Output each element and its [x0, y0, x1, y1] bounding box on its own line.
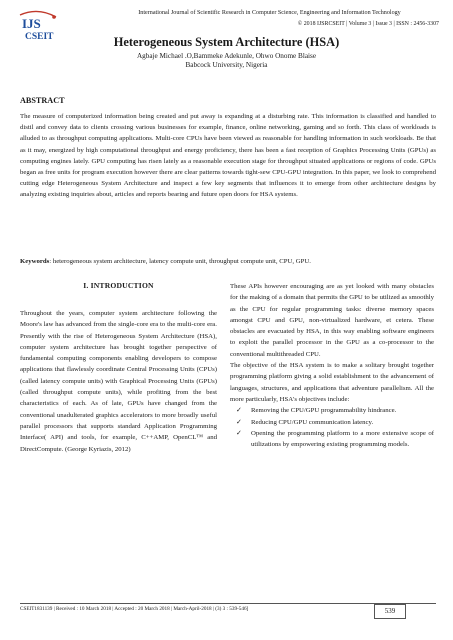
- paper-authors: Agbaje Michael .O,Bammeke Adekunle, Ohwo Onome Blaise: [136, 52, 317, 60]
- keywords-line: [20, 257, 436, 267]
- objective-text: Opening the programming platform to a more extensive scope of utilizations by empowering existing programming models.: [251, 429, 434, 449]
- checkmark-icon: ✓: [236, 406, 242, 415]
- objectives-list: [230, 405, 434, 450]
- logo-text-top: IJS: [22, 16, 41, 31]
- issue-info: © 2018 IJSRCSEIT | Volume 3 | Issue 3 | ISSN : 2456-3307: [297, 21, 439, 27]
- right-column: [230, 281, 434, 450]
- intro-paragraph-left: Throughout the years, computer system architecture following the Moore's law has advanced from the single-core era to the multi-core era. Presently with the rise of Heterogeneous System Architecture (HSA), computer system architecture has brought together perspective of fundamental computing components enabling developers to compose applications that flawlessly coordinate Central Processing Units (CPUs) (called latency compute units) with Graphical Processing Units (GPUs) (called throughput compute units), while profiting from the best characteristics of each. As of late, GPUs have changed from the conventional unadulterated graphics accelerators to more broadly useful parallel processors that supports standard Application Programming Interface( API) and tools, for example, C++AMP, OpenCL™ and DirectCompute. (George Kyriazis, 2012): [20, 310, 217, 453]
- logo-text-bottom: CSEIT: [25, 32, 54, 42]
- intro-paragraph-right-2: The objective of the HSA system is to make a solitary brought together programming platform giving a solid establishment to the advancement of languages, structures, and applications that adventure parallelism. All the more particularly, HSA's objectives include:: [230, 362, 434, 403]
- objective-text: Removing the CPU/GPU programmability hindrance.: [251, 407, 397, 415]
- journal-name: International Journal of Scientific Research in Computer Science, Engineering and Information Technology: [138, 10, 401, 16]
- objective-text: Reducing CPU/GPU communication latency.: [251, 418, 374, 426]
- left-column: [20, 281, 217, 455]
- checkmark-icon: ✓: [236, 417, 242, 426]
- paper-affiliation: Babcock University, Nigeria: [185, 61, 268, 69]
- list-item: [230, 428, 434, 451]
- keywords-label: Keywords: [20, 258, 50, 265]
- page-number: 539: [374, 604, 406, 619]
- abstract-heading: ABSTRACT: [20, 96, 65, 105]
- paper-title: Heterogeneous System Architecture (HSA): [113, 35, 340, 49]
- footer-citation: CSEIT1831139 | Received : 10 March 2018 | Accepted : 20 March 2018 | March-April-2018 | (3) 3 : 539-546]: [20, 606, 249, 612]
- intro-paragraph-right-1: These APIs however encouraging are as yet looked with many obstacles for the making of a domain that permits the GPU to be utilized as smoothly as the CPU for regular programming tasks: diverse memory spaces amongst CPU and GPU, non-virtualized hardware, et cetera. These obstacles are evacuated by HSA, in this way enabling software engineers to exploit the parallel processor in the GPU as a co-processor to the conventional multithreaded CPU.: [230, 283, 434, 358]
- checkmark-icon: ✓: [236, 428, 242, 437]
- abstract-body: The measure of computerized information being created and put away is expanding at a disturbing rate. This information is classified and handled to distil and convey data to clients crossing various businesses for example, finance, online networking, gaming and so forth. This class of workloads is alluded to as throughput computing applications. Multi-core CPUs have been viewed as reasonable for handling information in such workloads. Be that as it may, energized by high computational throughput and energy proficiency, there has been a fast reception of Graphics Processing Units (GPUs) as computing engines lately. GPU computing has risen lately as a reasonable execution stage for throughput situated applications or regions of code. GPUs began as free units for program execution however there are clear patterns towards tight-sew CPU-GPU integration. In this paper, we look to comprehend cutting edge Heterogeneous System Architecture and inspect a few key segments that influences it to emerge from other architecture designs by analyzing existing inquiries about, articles and reports bearing and future open doors for HSA systems.: [20, 113, 436, 199]
- list-item: [230, 405, 434, 416]
- keywords-text: : heterogeneous system architecture, latency compute unit, throughput compute unit, CPU, GPU.: [49, 258, 311, 265]
- section-heading-introduction: I. INTRODUCTION: [83, 281, 154, 290]
- list-item: [230, 417, 434, 428]
